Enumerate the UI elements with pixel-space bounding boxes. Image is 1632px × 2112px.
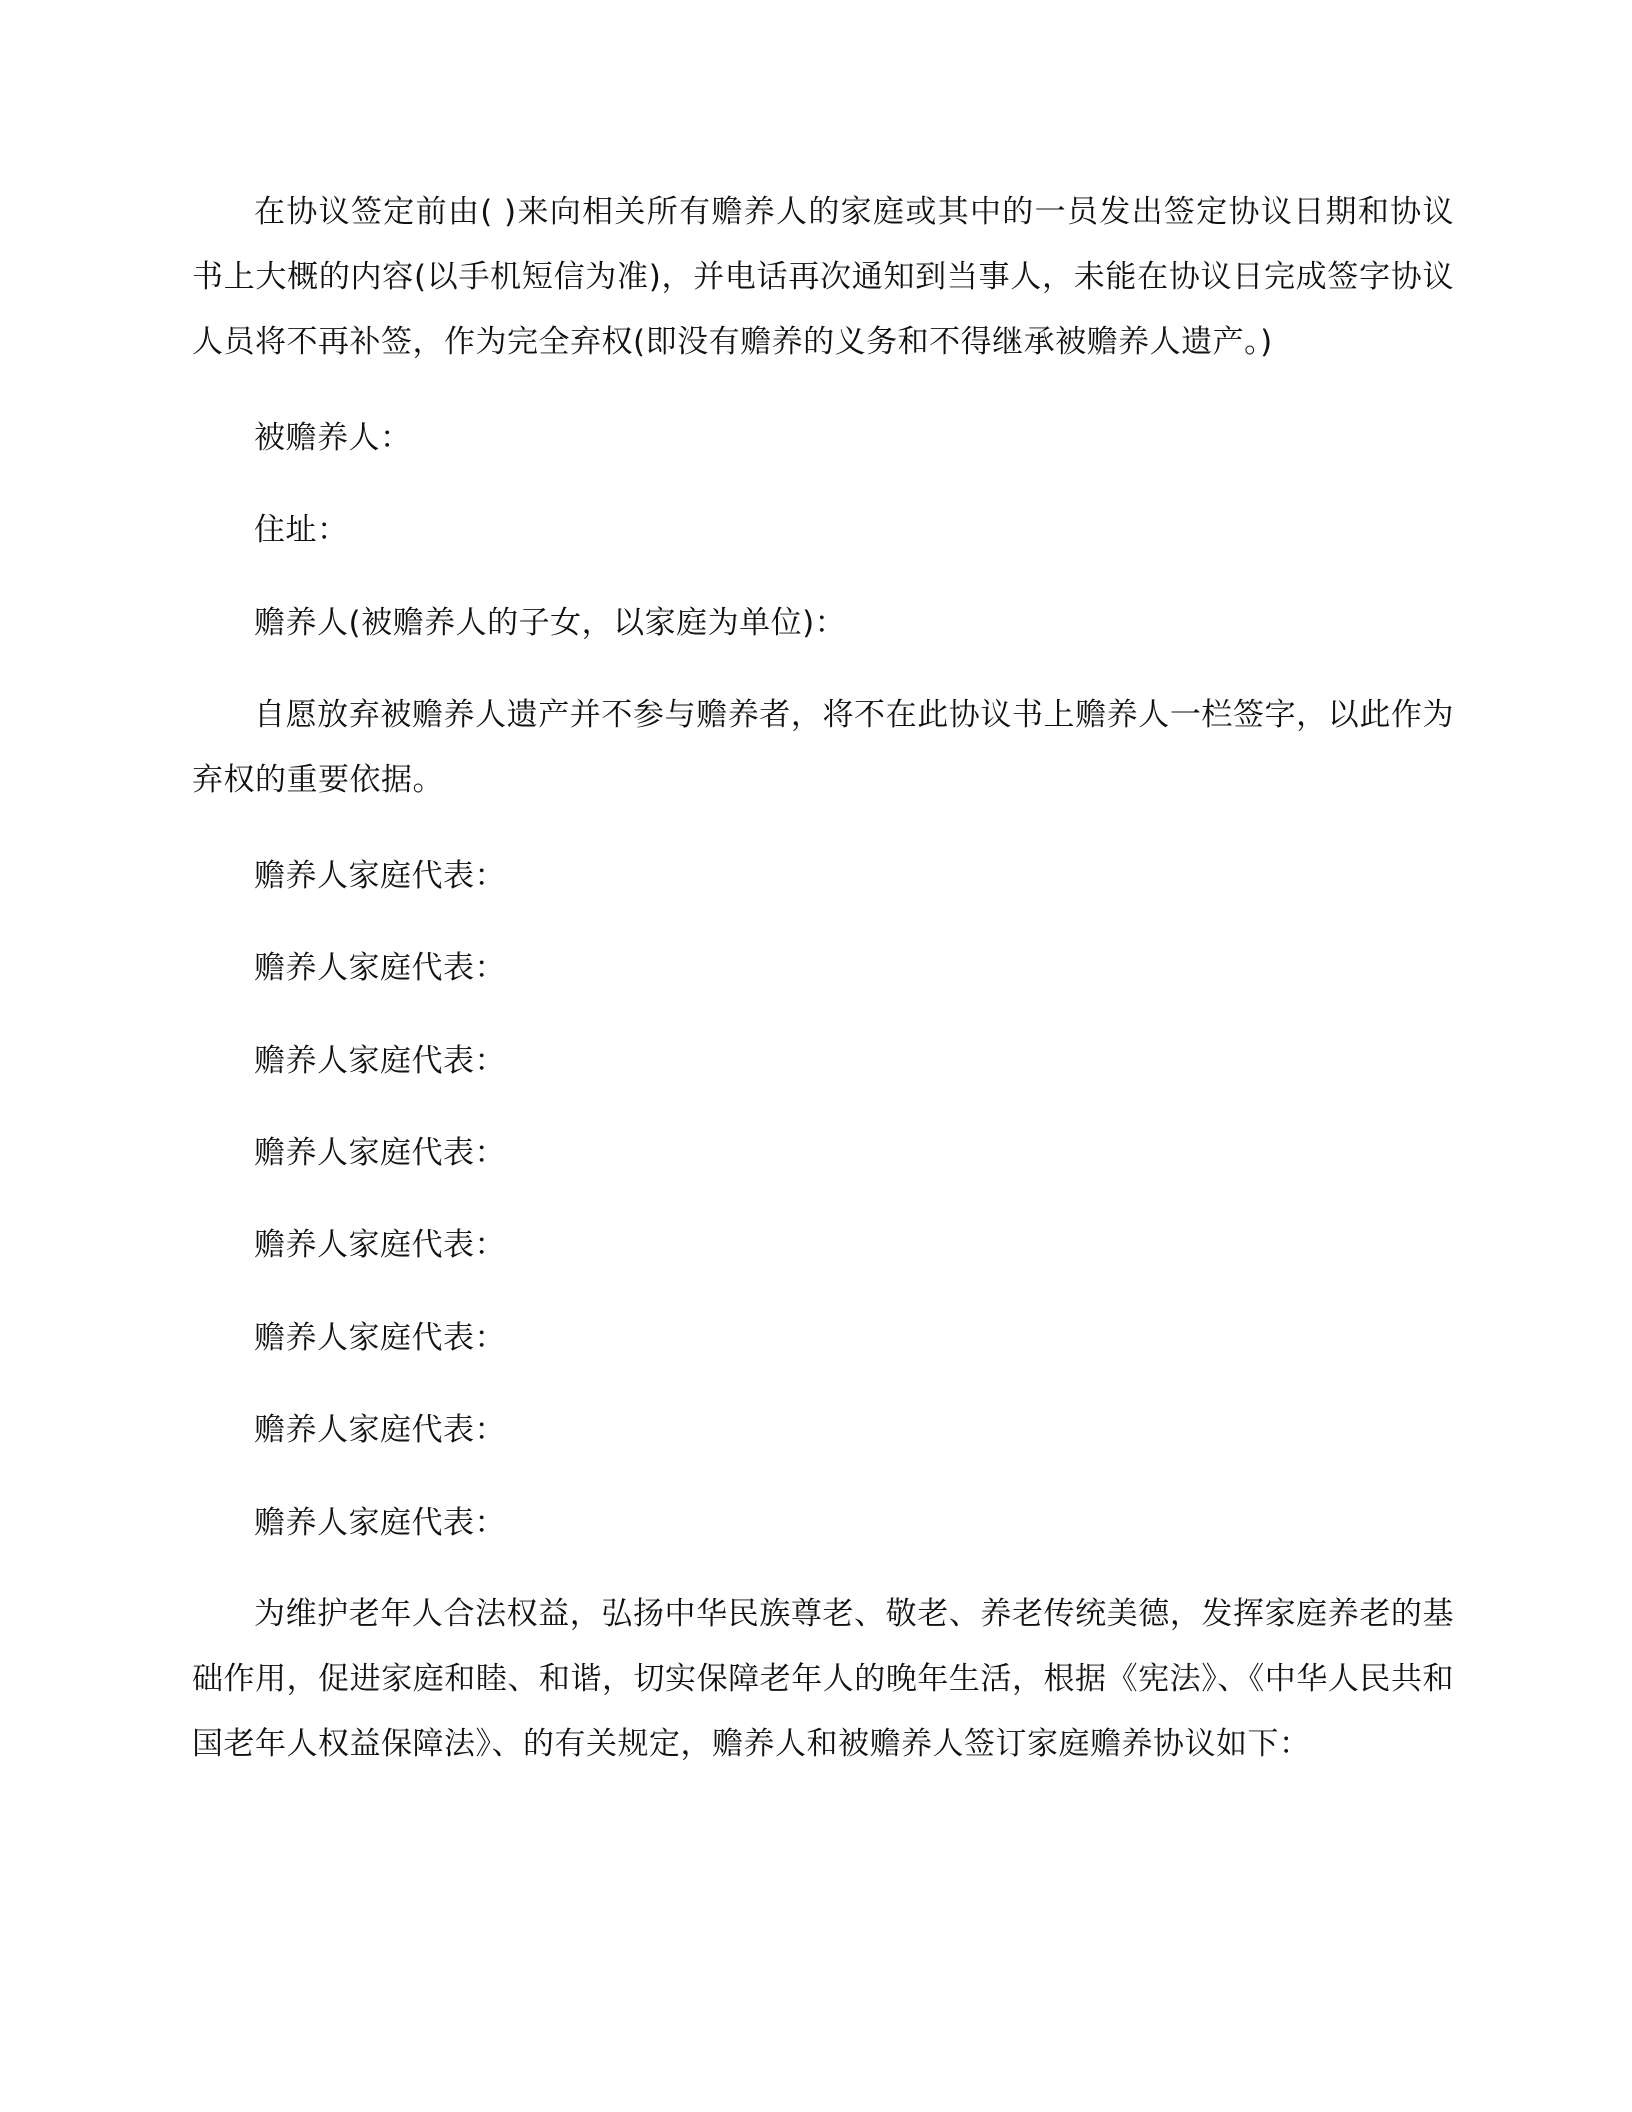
purpose-paragraph: 为维护老年人合法权益，弘扬中华民族尊老、敬老、养老传统美德，发挥家庭养老的基础作用，促进家庭和睦、和谐，切实保障老年人的晚年生活，根据《宪法》、《中华人民共和国老年人权益保障法》、的有关规定，赡养人和被赡养人签订家庭赡养协议如下：: [192, 1596, 1454, 1762]
representative-line: 赡养人家庭代表：: [254, 1412, 506, 1448]
representative-line: 赡养人家庭代表：: [254, 1320, 506, 1356]
representative-line: 赡养人家庭代表：: [254, 1227, 506, 1263]
waiver-paragraph: 自愿放弃被赡养人遗产并不参与赡养者，将不在此协议书上赡养人一栏签字，以此作为弃权的重要依据。: [192, 697, 1454, 798]
representative-line: 赡养人家庭代表：: [254, 1505, 506, 1541]
notice-paragraph: 在协议签定前由( )来向相关所有赡养人的家庭或其中的一员发出签定协议日期和协议书上大概的内容(以手机短信为准)，并电话再次通知到当事人，未能在协议日完成签字协议人员将不再补签，作为完全弃权(即没有赡养的义务和不得继承被赡养人遗产。): [192, 194, 1454, 360]
representative-line: 赡养人家庭代表：: [254, 950, 506, 986]
supported-person-label: 被赡养人：: [254, 420, 412, 456]
representative-line: 赡养人家庭代表：: [254, 1043, 506, 1079]
representative-line: 赡养人家庭代表：: [254, 1135, 506, 1171]
supporter-label: 赡养人(被赡养人的子女，以家庭为单位)：: [254, 605, 847, 641]
representative-line: 赡养人家庭代表：: [254, 858, 506, 894]
address-label: 住址：: [254, 512, 349, 548]
